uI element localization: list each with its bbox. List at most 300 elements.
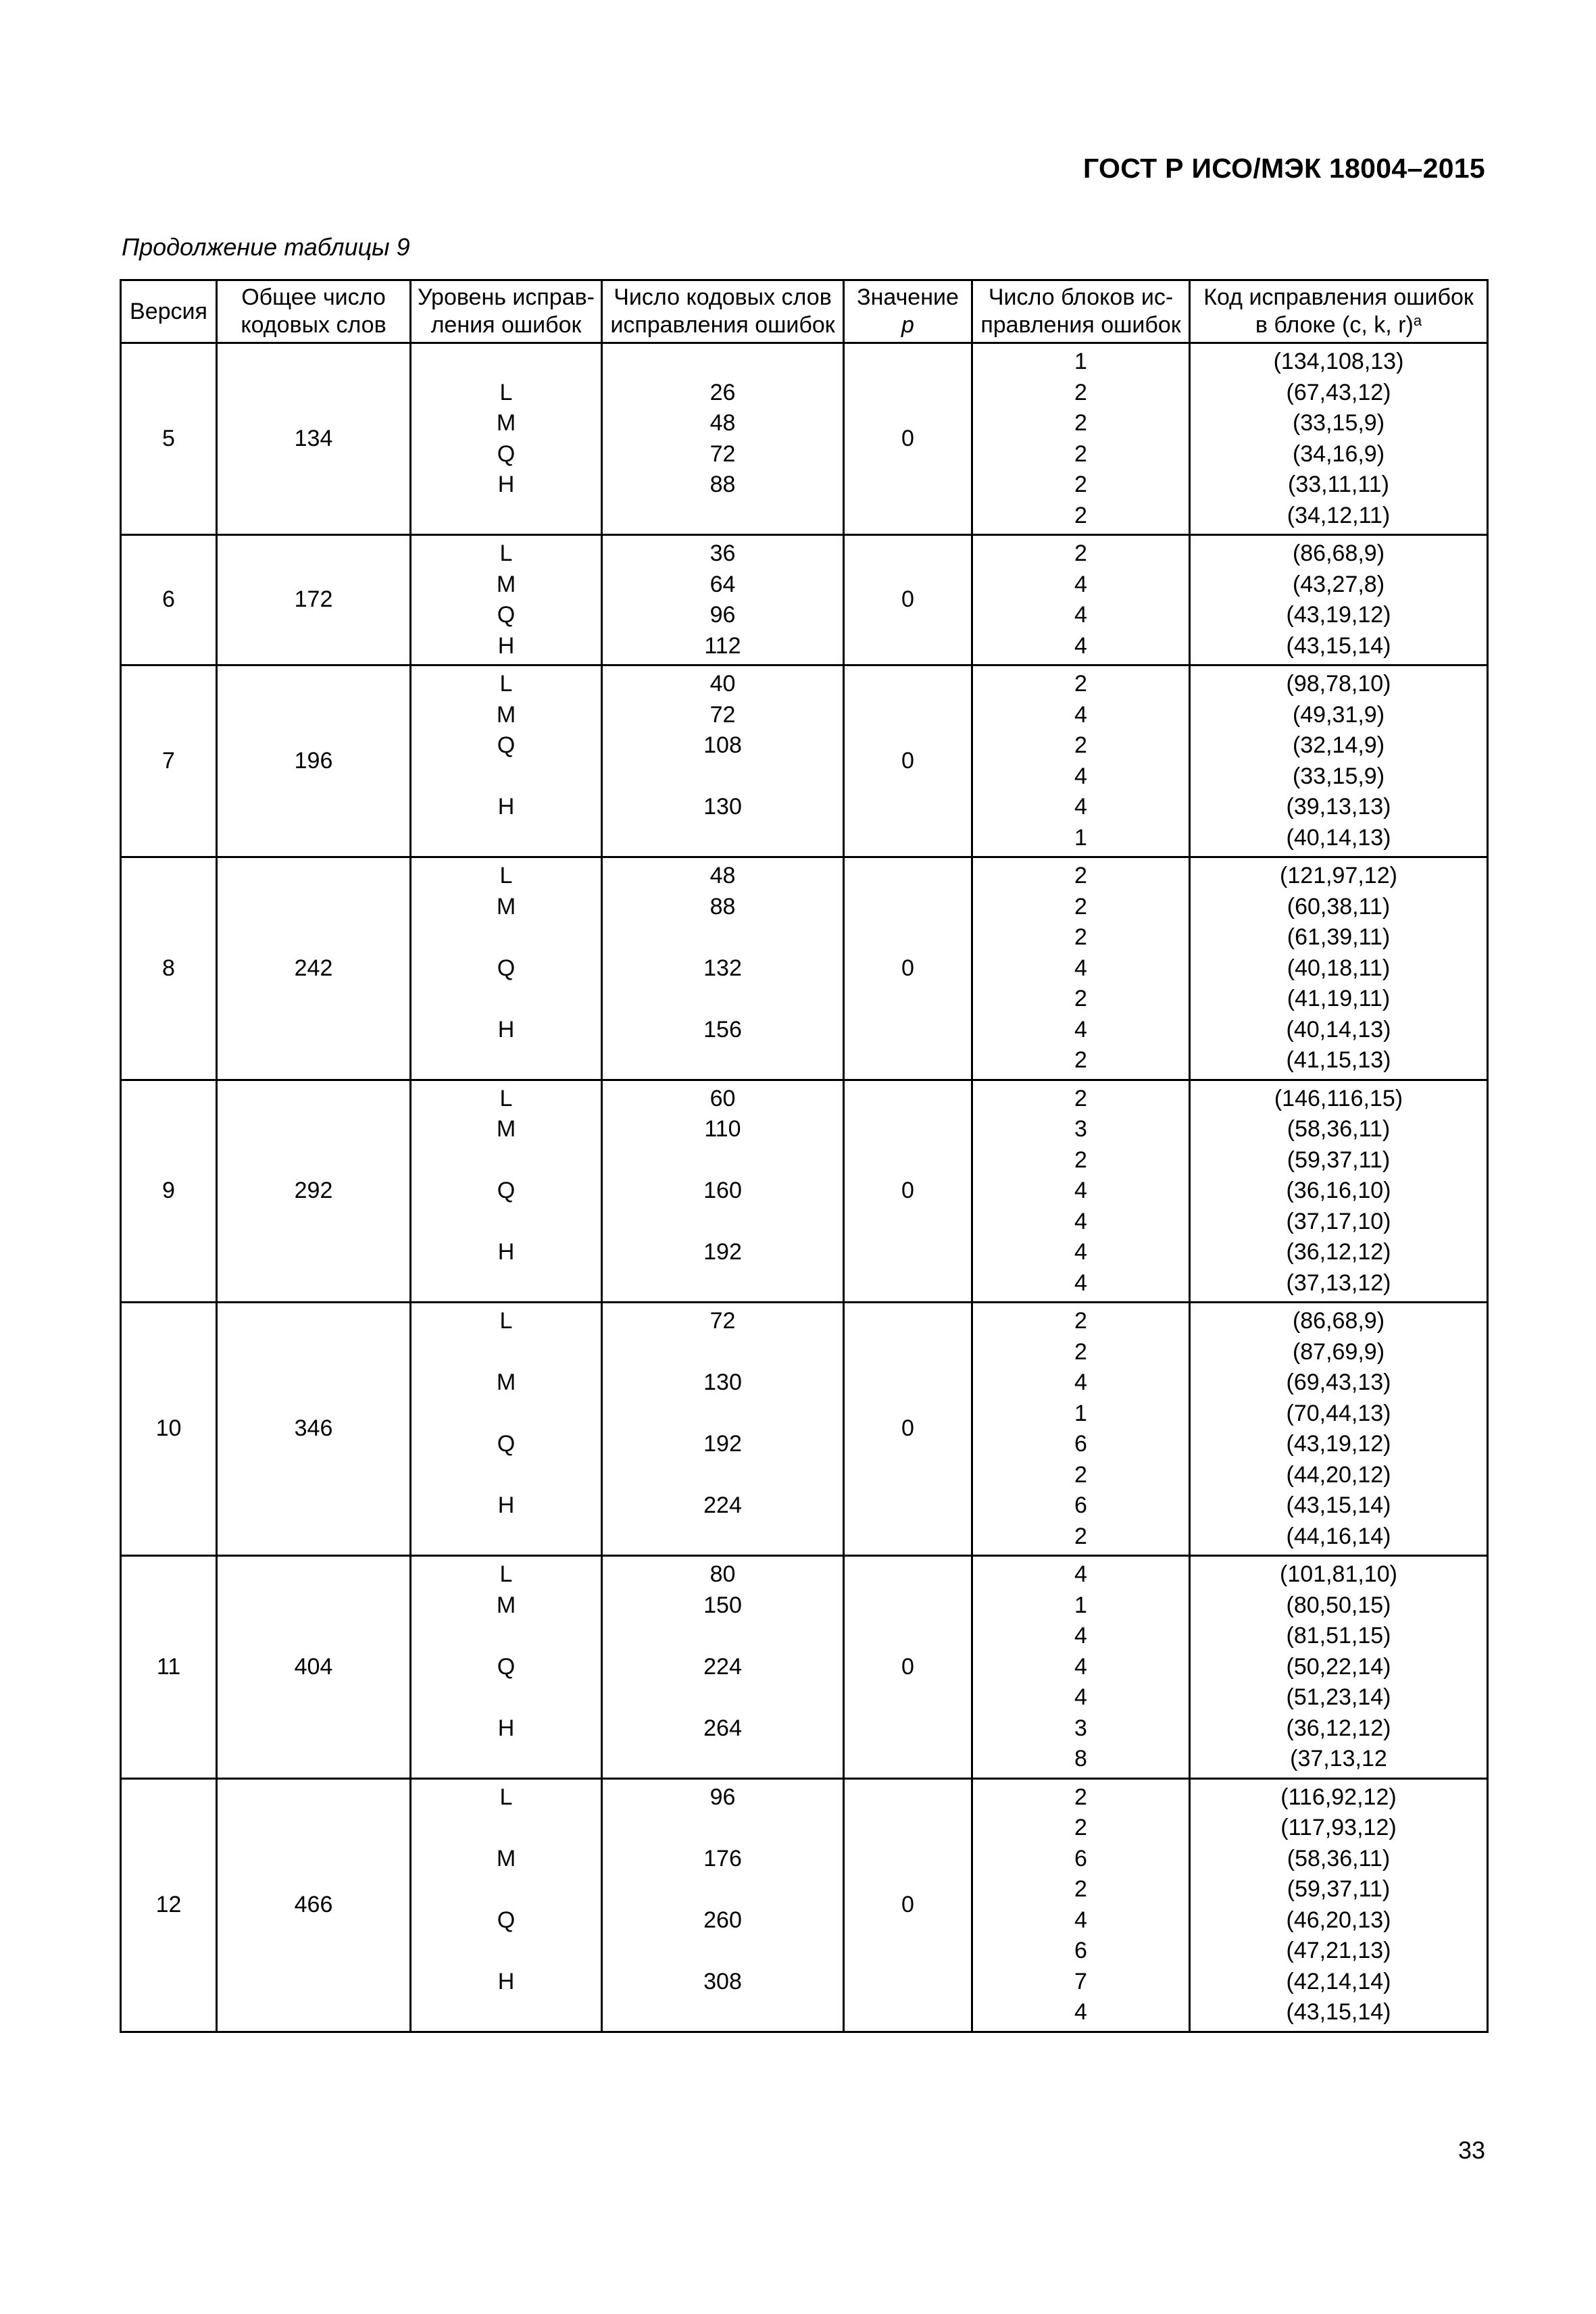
cell-line: (116,92,12) (1280, 1784, 1397, 1810)
cell-line (412, 922, 601, 953)
cell-line: 1 (1074, 824, 1087, 851)
cell-line: 2 (1074, 1523, 1087, 1549)
cell-line: 2 (1074, 379, 1087, 405)
cell-line: L (499, 1085, 513, 1111)
cell-line: L (499, 379, 513, 405)
cell-line: Q (497, 955, 516, 981)
cell-line: 8 (1074, 1746, 1087, 1771)
table-row (121, 1556, 1488, 1779)
cell-line: (67,43,12) (1286, 379, 1391, 405)
version-cell: 9 (121, 1080, 217, 1303)
cell-line: H (497, 1239, 515, 1265)
cell-line: Q (497, 441, 516, 467)
ec-blocks-cell (972, 1778, 1190, 2032)
cell-line: 2 (1074, 472, 1087, 497)
cell-line: (37,13,12 (1290, 1746, 1387, 1771)
cell-line: (60,38,11) (1287, 893, 1391, 920)
cell-line: (34,16,9) (1292, 441, 1385, 467)
cell-line: (41,19,11) (1287, 986, 1391, 1011)
cell-line: 40 (709, 671, 736, 697)
total-codewords-cell: 292 (217, 1080, 411, 1303)
cell-line: (33,15,9) (1292, 410, 1385, 436)
cell-line (412, 1874, 601, 1905)
cell-line (603, 1813, 843, 1844)
cell-line: L (499, 1561, 513, 1587)
cell-line: 1 (1074, 1400, 1087, 1426)
cell-line (603, 1997, 843, 2028)
cell-line: (58,36,11) (1287, 1845, 1391, 1871)
cell-line: (80,50,15) (1286, 1592, 1391, 1618)
header-text: в блоке (c, k, r) (1255, 312, 1414, 338)
table-row (121, 1303, 1488, 1556)
cell-line (412, 1621, 601, 1652)
cell-line: M (496, 1845, 516, 1871)
cell-line: 2 (1074, 502, 1087, 528)
cell-line: 2 (1074, 1784, 1087, 1810)
cell-line: 2 (1074, 1047, 1087, 1073)
cell-line: 130 (703, 794, 742, 820)
cell-line (603, 501, 843, 532)
cell-line (603, 761, 843, 793)
table-row (121, 1778, 1488, 2032)
cell-line: 96 (709, 1784, 736, 1810)
cell-line: 2 (1074, 671, 1087, 697)
cell-line: 260 (703, 1907, 742, 1933)
cell-line: 60 (709, 1085, 736, 1111)
column-header-version (121, 280, 217, 343)
cell-line (412, 501, 601, 532)
cell-line (603, 1045, 843, 1076)
block-code-cell (1190, 1556, 1488, 1779)
cell-line: L (499, 671, 513, 697)
cell-line: 4 (1074, 1623, 1087, 1649)
standard-designation: ГОСТ Р ИСО/МЭК 18004–2015 (1083, 153, 1485, 184)
ec-codewords-cell (602, 535, 844, 665)
cell-line: 96 (709, 602, 736, 628)
cell-line: (34,12,11) (1287, 502, 1391, 528)
cell-line: (44,16,14) (1286, 1523, 1391, 1549)
cell-line: 108 (703, 732, 742, 758)
cell-line: Q (497, 1653, 516, 1680)
total-codewords-cell: 172 (217, 535, 411, 665)
cell-line (412, 1145, 601, 1176)
header-line: Общее число (241, 284, 386, 310)
cell-line: 88 (709, 472, 736, 497)
p-value-cell: 0 (844, 1778, 972, 2032)
cell-line: 72 (709, 1308, 736, 1334)
cell-line: 4 (1074, 1239, 1087, 1265)
cell-line: H (497, 1492, 515, 1518)
cell-line: (37,17,10) (1286, 1208, 1391, 1234)
cell-line: Q (497, 1431, 516, 1457)
cell-line (603, 1145, 843, 1176)
cell-line: Q (497, 602, 516, 628)
cell-line: Q (497, 732, 516, 758)
cell-line (603, 1268, 843, 1299)
cell-line (412, 1045, 601, 1076)
p-value-cell: 0 (844, 343, 972, 535)
cell-line: 1 (1074, 349, 1087, 374)
ec-level-cell (411, 535, 602, 665)
block-code-cell (1190, 343, 1488, 535)
cell-line: 192 (703, 1431, 742, 1457)
cell-line: 4 (1074, 1999, 1087, 2025)
header-line: p (901, 312, 914, 338)
block-code-cell (1190, 1303, 1488, 1556)
cell-line: 88 (709, 893, 736, 920)
cell-line: 4 (1074, 1016, 1087, 1042)
cell-line: L (499, 1784, 513, 1810)
cell-line: 2 (1074, 893, 1087, 920)
cell-line (603, 922, 843, 953)
cell-line: (58,36,11) (1287, 1116, 1391, 1142)
cell-line (603, 1936, 843, 1967)
page-number: 33 (1457, 2136, 1485, 2164)
cell-line (603, 347, 843, 378)
table-row (121, 665, 1488, 857)
cell-line: 48 (709, 863, 736, 888)
block-code-cell (1190, 665, 1488, 857)
cell-line: (86,68,9) (1292, 1308, 1385, 1334)
ec-codewords-cell (602, 857, 844, 1080)
cell-line: 2 (1074, 986, 1087, 1011)
column-header-block-code (1190, 280, 1488, 343)
version-cell: 12 (121, 1778, 217, 2032)
cell-line: 2 (1074, 1461, 1087, 1488)
ec-blocks-cell (972, 1080, 1190, 1303)
cell-line: (43,27,8) (1292, 571, 1385, 597)
total-codewords-cell: 404 (217, 1556, 411, 1779)
cell-line (412, 1460, 601, 1491)
cell-line (412, 1813, 601, 1844)
cell-line: 72 (709, 441, 736, 467)
cell-line: 2 (1074, 863, 1087, 888)
version-cell: 7 (121, 665, 217, 857)
cell-line: M (496, 701, 516, 728)
cell-line: M (496, 1116, 516, 1142)
cell-line: 4 (1074, 763, 1087, 789)
cell-line (412, 1337, 601, 1368)
cell-line: 4 (1074, 602, 1087, 628)
cell-line: M (496, 893, 516, 920)
cell-line: L (499, 540, 513, 566)
ec-codewords-cell (602, 665, 844, 857)
cell-line (603, 1744, 843, 1775)
cell-line: H (497, 1715, 515, 1741)
cell-line: (69,43,13) (1286, 1369, 1391, 1395)
cell-line (412, 984, 601, 1015)
cell-line: (43,15,14) (1286, 632, 1391, 659)
cell-line: (46,20,13) (1286, 1907, 1391, 1933)
cell-line: (42,14,14) (1286, 1968, 1391, 1994)
cell-line: 4 (1074, 1561, 1087, 1587)
cell-line: M (496, 1592, 516, 1618)
ec-blocks-cell (972, 665, 1190, 857)
cell-line: 2 (1074, 1308, 1087, 1334)
cell-line: 2 (1074, 1876, 1087, 1902)
cell-line: (36,12,12) (1286, 1239, 1391, 1265)
cell-line: 4 (1074, 701, 1087, 728)
cell-line: 132 (703, 955, 742, 981)
version-cell: 5 (121, 343, 217, 535)
cell-line: 6 (1074, 1938, 1087, 1963)
total-codewords-cell: 346 (217, 1303, 411, 1556)
cell-line: (39,13,13) (1286, 794, 1391, 820)
header-line: правления ошибок (980, 312, 1181, 338)
cell-line: 4 (1074, 1653, 1087, 1680)
cell-line: 3 (1074, 1116, 1087, 1142)
cell-line: 4 (1074, 1269, 1087, 1296)
cell-line: (134,108,13) (1273, 349, 1404, 374)
cell-line: (32,14,9) (1292, 732, 1385, 758)
version-cell: 11 (121, 1556, 217, 1779)
cell-line: 4 (1074, 1684, 1087, 1710)
ec-codewords-cell (602, 1778, 844, 2032)
cell-line: 4 (1074, 571, 1087, 597)
table-row (121, 1080, 1488, 1303)
cell-line: L (499, 1308, 513, 1334)
header-line: исправления ошибок (610, 312, 835, 338)
block-code-cell (1190, 535, 1488, 665)
cell-line (603, 1682, 843, 1713)
cell-line: 64 (709, 571, 736, 597)
cell-line: Q (497, 1907, 516, 1933)
header-line: Значение (857, 284, 959, 310)
cell-line: 150 (703, 1592, 742, 1618)
cell-line: (40,14,13) (1286, 824, 1391, 851)
header-line: Уровень исправ- (417, 284, 595, 310)
cell-line: (61,39,11) (1287, 924, 1391, 950)
cell-line: M (496, 1369, 516, 1395)
total-codewords-cell: 134 (217, 343, 411, 535)
cell-line: 6 (1074, 1845, 1087, 1871)
cell-line: (36,12,12) (1286, 1715, 1391, 1741)
cell-line: 4 (1074, 632, 1087, 659)
table-row (121, 343, 1488, 535)
cell-line: (33,15,9) (1292, 763, 1385, 789)
cell-line: 110 (704, 1116, 741, 1142)
cell-line: 130 (703, 1369, 742, 1395)
cell-line: H (497, 1968, 515, 1994)
cell-line: (43,15,14) (1286, 1492, 1391, 1518)
cell-line: 156 (703, 1016, 742, 1042)
cell-line: H (497, 632, 515, 659)
total-codewords-cell: 242 (217, 857, 411, 1080)
ec-blocks-cell (972, 535, 1190, 665)
cell-line: 80 (709, 1561, 736, 1587)
cell-line (603, 1399, 843, 1430)
total-codewords-cell: 196 (217, 665, 411, 857)
cell-line: 2 (1074, 732, 1087, 758)
cell-line: H (497, 1016, 515, 1042)
ec-codewords-cell (602, 343, 844, 535)
cell-line: (81,51,15) (1286, 1623, 1391, 1649)
cell-line (412, 347, 601, 378)
cell-line: (59,37,11) (1287, 1876, 1391, 1902)
cell-line: 308 (703, 1968, 742, 1994)
ec-blocks-cell (972, 343, 1190, 535)
cell-line (412, 1399, 601, 1430)
cell-line: 7 (1074, 1968, 1087, 1994)
cell-line: 2 (1074, 1815, 1087, 1840)
cell-line: 224 (703, 1653, 742, 1680)
cell-line: 36 (709, 540, 736, 566)
cell-line: (43,15,14) (1286, 1999, 1391, 2025)
cell-line: (44,20,12) (1286, 1461, 1391, 1488)
ec-codewords-cell (602, 1556, 844, 1779)
cell-line: 264 (703, 1715, 742, 1741)
cell-line (603, 1874, 843, 1905)
block-code-cell (1190, 1778, 1488, 2032)
cell-line: 4 (1074, 1208, 1087, 1234)
ec-level-cell (411, 857, 602, 1080)
cell-line (412, 823, 601, 854)
table-header-row (121, 280, 1488, 343)
cell-line (412, 1207, 601, 1238)
ec-level-cell (411, 1303, 602, 1556)
cell-line (412, 1997, 601, 2028)
cell-line: (59,37,11) (1287, 1147, 1391, 1173)
cell-line (603, 1337, 843, 1368)
ec-level-cell (411, 1556, 602, 1779)
cell-line: L (499, 863, 513, 888)
cell-line: 2 (1074, 540, 1087, 566)
cell-line: (87,69,9) (1292, 1338, 1385, 1365)
cell-line (412, 1744, 601, 1775)
ec-blocks-cell (972, 1556, 1190, 1779)
ec-level-cell (411, 343, 602, 535)
cell-line (603, 1207, 843, 1238)
cell-line: 6 (1074, 1492, 1087, 1518)
cell-line: 4 (1074, 1369, 1087, 1395)
header-line: Число кодовых слов (614, 284, 832, 310)
cell-line: 112 (704, 632, 741, 659)
table-row (121, 535, 1488, 665)
cell-line: (51,23,14) (1286, 1684, 1391, 1710)
cell-line: 192 (703, 1239, 742, 1265)
table-continuation-caption: Продолжение таблицы 9 (122, 233, 410, 261)
cell-line: (117,93,12) (1280, 1815, 1397, 1840)
column-header-ec-codewords (602, 280, 844, 343)
cell-line: 48 (709, 410, 736, 436)
cell-line: H (497, 794, 515, 820)
ec-level-cell (411, 665, 602, 857)
cell-line (603, 823, 843, 854)
cell-line: (98,78,10) (1286, 671, 1391, 697)
cell-line: 2 (1074, 1085, 1087, 1111)
cell-line: (50,22,14) (1286, 1653, 1391, 1680)
p-value-cell: 0 (844, 857, 972, 1080)
cell-line: (36,16,10) (1286, 1178, 1391, 1203)
p-value-cell: 0 (844, 1303, 972, 1556)
ec-level-cell (411, 1080, 602, 1303)
cell-line: (70,44,13) (1286, 1400, 1391, 1426)
cell-line: 4 (1074, 1907, 1087, 1933)
cell-line (412, 1521, 601, 1553)
header-line: ления ошибок (430, 312, 582, 338)
total-codewords-cell: 466 (217, 1778, 411, 2032)
cell-line: (41,15,13) (1286, 1047, 1391, 1073)
ec-codewords-cell (602, 1303, 844, 1556)
cell-line (603, 1521, 843, 1553)
column-header-p-value (844, 280, 972, 343)
cell-line: 3 (1074, 1715, 1087, 1741)
column-header-ec-blocks (972, 280, 1190, 343)
error-correction-table (120, 279, 1489, 2033)
cell-line (412, 1268, 601, 1299)
cell-line: 2 (1074, 1338, 1087, 1365)
block-code-cell (1190, 857, 1488, 1080)
p-value-cell: 0 (844, 665, 972, 857)
cell-line: (47,21,13) (1286, 1938, 1391, 1963)
cell-line: (40,14,13) (1286, 1016, 1391, 1042)
cell-line: M (496, 410, 516, 436)
header-line: Код исправления ошибок (1203, 284, 1474, 310)
cell-line: 26 (709, 379, 736, 405)
cell-line: 2 (1074, 1147, 1087, 1173)
cell-line: 224 (703, 1492, 742, 1518)
header-line (1193, 311, 1484, 339)
cell-line: 2 (1074, 441, 1087, 467)
p-value-cell: 0 (844, 1556, 972, 1779)
header-line: Версия (130, 298, 207, 324)
cell-line (412, 761, 601, 793)
cell-line: H (497, 472, 515, 497)
column-header-ec-level (411, 280, 602, 343)
block-code-cell (1190, 1080, 1488, 1303)
cell-line: Q (497, 1178, 516, 1203)
ec-blocks-cell (972, 1303, 1190, 1556)
cell-line: (146,116,15) (1274, 1085, 1403, 1111)
table-body (121, 343, 1488, 2032)
p-value-cell: 0 (844, 1080, 972, 1303)
cell-line: 1 (1074, 1592, 1087, 1618)
cell-line: (43,19,12) (1286, 1431, 1391, 1457)
header-line: Число блоков ис- (988, 284, 1174, 310)
version-cell: 8 (121, 857, 217, 1080)
cell-line: 4 (1074, 955, 1087, 981)
version-cell: 10 (121, 1303, 217, 1556)
cell-line: 4 (1074, 794, 1087, 820)
footnote-marker: a (1413, 312, 1422, 329)
cell-line: 6 (1074, 1431, 1087, 1457)
ec-codewords-cell (602, 1080, 844, 1303)
cell-line: (49,31,9) (1292, 701, 1385, 728)
cell-line: 4 (1074, 1178, 1087, 1203)
cell-line: (37,13,12) (1286, 1269, 1391, 1296)
column-header-total-codewords (217, 280, 411, 343)
cell-line: 72 (709, 701, 736, 728)
cell-line: (121,97,12) (1280, 863, 1397, 888)
ec-blocks-cell (972, 857, 1190, 1080)
cell-line (412, 1682, 601, 1713)
cell-line: 176 (703, 1845, 742, 1871)
cell-line: 2 (1074, 924, 1087, 950)
cell-line (603, 1621, 843, 1652)
cell-line: (86,68,9) (1292, 540, 1385, 566)
cell-line: 160 (703, 1178, 742, 1203)
cell-line: (43,19,12) (1286, 602, 1391, 628)
cell-line (603, 984, 843, 1015)
cell-line: 2 (1074, 410, 1087, 436)
cell-line: M (496, 571, 516, 597)
cell-line (412, 1936, 601, 1967)
cell-line: (40,18,11) (1287, 955, 1391, 981)
ec-level-cell (411, 1778, 602, 2032)
table-row (121, 857, 1488, 1080)
cell-line: (101,81,10) (1280, 1561, 1397, 1587)
p-value-cell: 0 (844, 535, 972, 665)
